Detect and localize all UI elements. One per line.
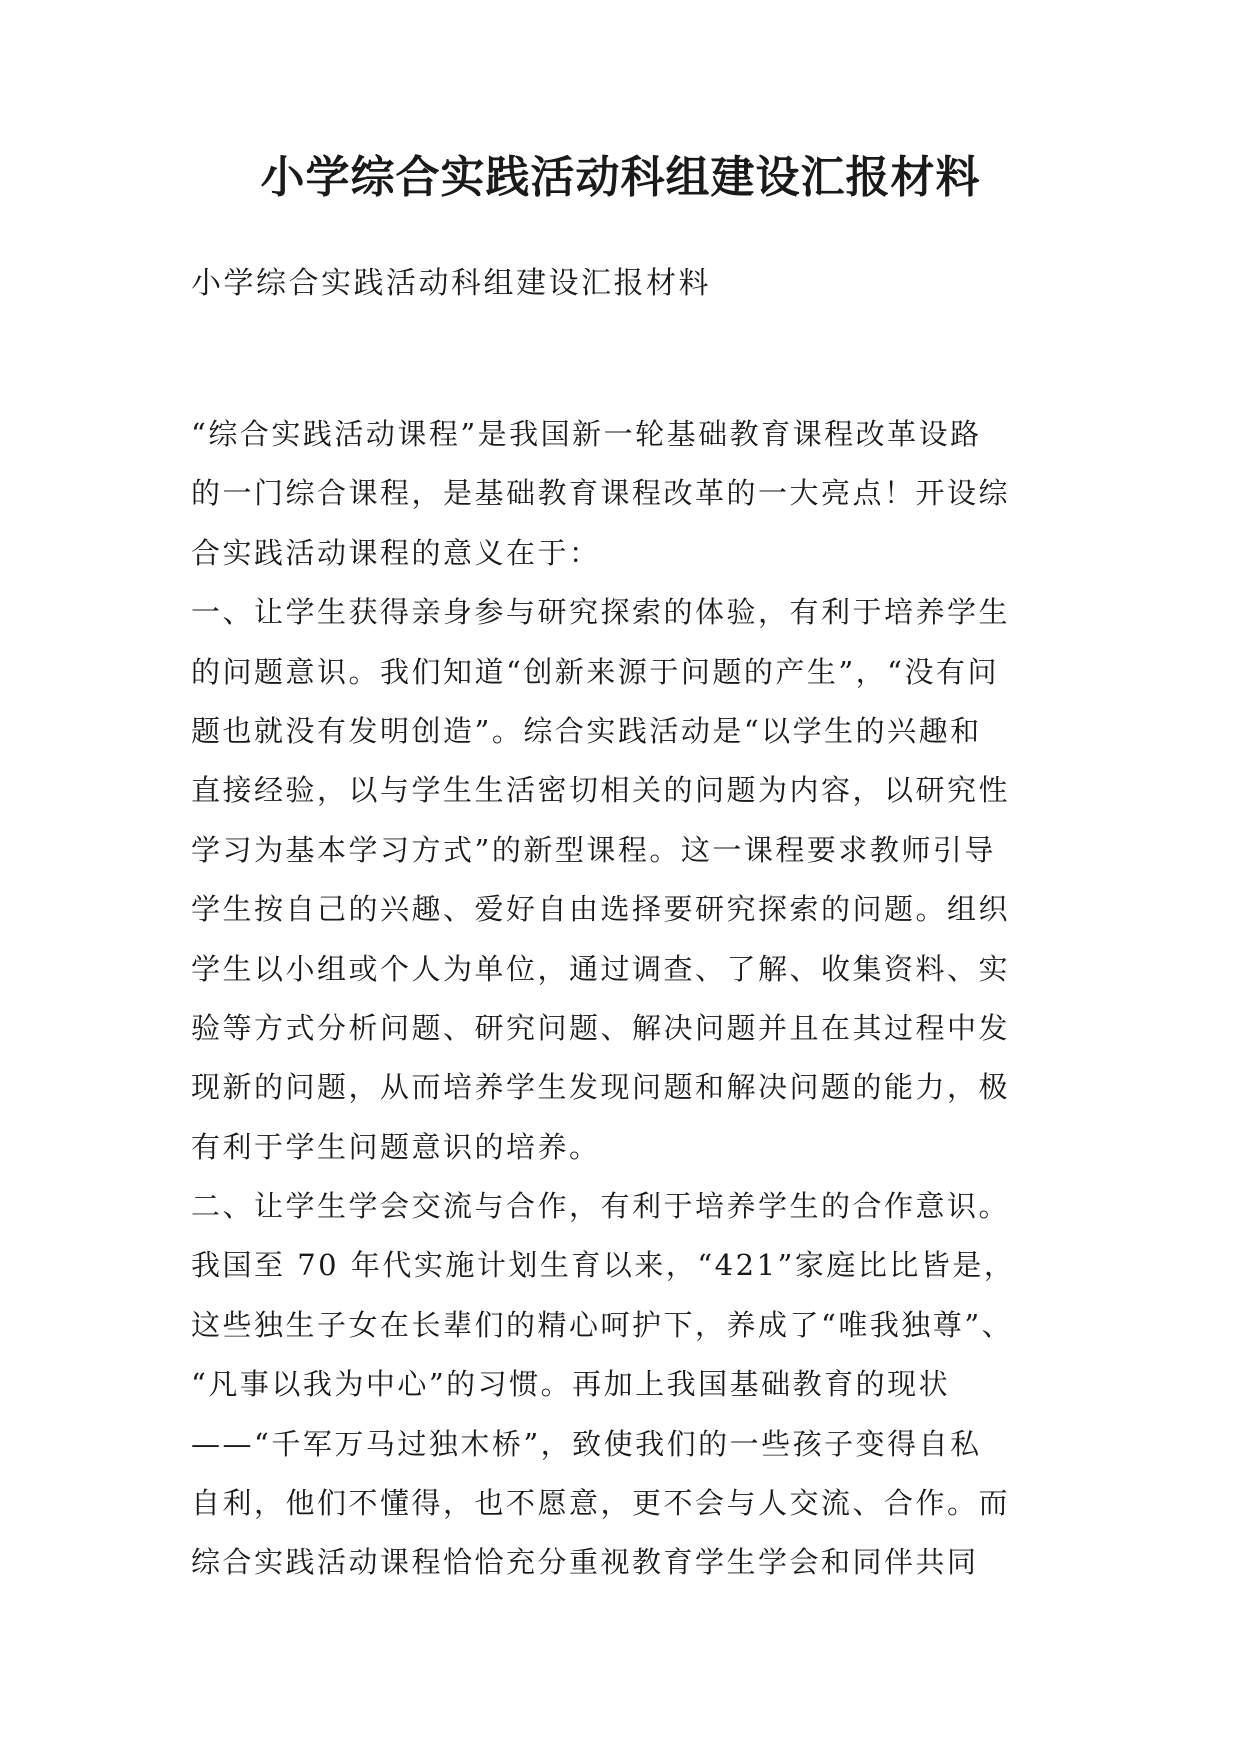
text-line: 学生以小组或个人为单位，通过调查、了解、收集资料、实 xyxy=(191,951,1011,986)
text-line: “凡事以我为中心”的习惯。再加上我国基础教育的现状 xyxy=(191,1367,951,1402)
text-line: 一、让学生获得亲身参与研究探索的体验，有利于培养学生 xyxy=(191,595,1011,630)
text-line: ——“千军万马过独木桥”，致使我们的一些孩子变得自私 xyxy=(191,1426,982,1461)
text-line: 自利，他们不懂得，也不愿意，更不会与人交流、合作。而 xyxy=(191,1486,1011,1521)
text-line: “综合实践活动课程”是我国新一轮基础教育课程改革设路 xyxy=(191,417,982,451)
text-line: 现新的问题，从而培养学生发现问题和解决问题的能力，极 xyxy=(191,1070,1011,1105)
text-line: 我国至 70 年代实施计划生育以来，“421”家庭比比皆是， xyxy=(191,1248,1016,1283)
text-line: 学习为基本学习方式”的新型课程。这一课程要求教师引导 xyxy=(191,832,996,867)
text-line: 的问题意识。我们知道“创新来源于问题的产生”，“没有问 xyxy=(191,654,999,689)
text-line: 二、让学生学会交流与合作，有利于培养学生的合作意识。 xyxy=(191,1189,1011,1224)
text-line: 题也就没有发明创造”。综合实践活动是“以学生的兴趣和 xyxy=(191,713,982,748)
text-line: 学生按自己的兴趣、爱好自由选择要研究探索的问题。组织 xyxy=(191,892,1011,927)
document-subtitle: 小学综合实践活动科组建设汇报材料 xyxy=(191,266,711,301)
text-line: 的一门综合课程，是基础教育课程改革的一大亮点！开设综 xyxy=(191,476,1011,511)
text-line: 这些独生子女在长辈们的精心呵护下，养成了“唯我独尊”、 xyxy=(191,1307,1014,1342)
text-line: 合实践活动课程的意义在于： xyxy=(191,535,601,570)
text-line: 综合实践活动课程恰恰充分重视教育学生学会和同伴共同 xyxy=(191,1545,979,1580)
text-line: 直接经验，以与学生生活密切相关的问题为内容，以研究性 xyxy=(191,773,1011,808)
body-text xyxy=(191,405,1091,1593)
text-line: 有利于学生问题意识的培养。 xyxy=(191,1129,601,1164)
text-line: 验等方式分析问题、研究问题、解决问题并且在其过程中发 xyxy=(191,1010,1011,1045)
document-title: 小学综合实践活动科组建设汇报材料 xyxy=(260,152,981,203)
